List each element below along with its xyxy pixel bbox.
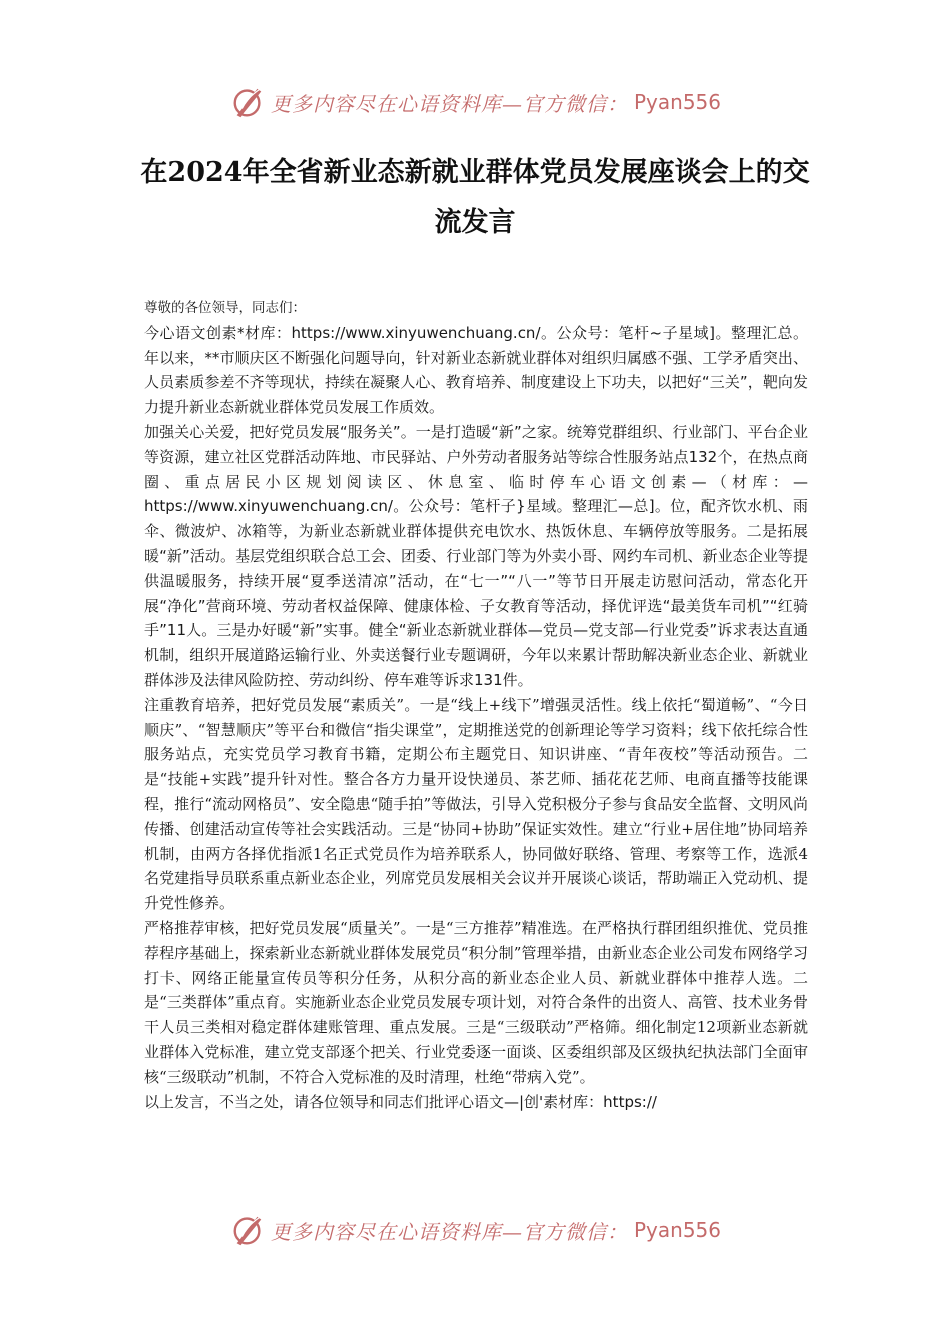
salutation: 尊敬的各位领导，同志们： (144, 300, 306, 316)
header-banner (0, 80, 950, 124)
banner-wechat-id: Pyan556 (633, 1218, 721, 1242)
banner-text: 更多内容尽在心语资料库—官方微信： (270, 1219, 628, 1244)
quill-pen-icon (229, 83, 267, 121)
quill-pen-icon (229, 1211, 267, 1249)
banner-text: 更多内容尽在心语资料库—官方微信： (270, 91, 628, 116)
paragraph-quality-education: 注重教育培养，把好党员发展“素质关”。一是“线上+线下”增强灵活性。线上依托“蜀道畅”、“今日顺庆”、“智慧顺庆”等平台和微信“指尖课堂”，定期推送党的创新理论等学习资料；线下依托综合性服务站点，充实党员学习教育书籍，定期公布主题党日、知识讲座、“青年夜校”等活动预告。二是“技能+实践”提升针对性。整合各方力量开设快递员、茶艺师、插花花艺师、电商直播等技能课程，推行“流动网格员”、安全隐患“随手拍”等做法，引导入党积极分子参与食品安全监督、文明风尚传播、创建活动宣传等社会实践活动。三是“协同+协助”保证实效性。建立“行业+居住地”协同培养机制，由两方各择优指派1名正式党员作为培养联系人，协同做好联络、管理、考察等工作，选派4名党建指导员联系重点新业态企业，列席党员发展相关会议并开展谈心谈话，帮助端正入党动机、提升党性修养。 (144, 695, 808, 913)
paragraph-intro: 今心语文创素*材库：https://www.xinyuwenchuang.cn/。公众号：笔杆~子星域]。整理汇总。年以来，**市顺庆区不断强化问题导向，针对新业态新就业群体对组织归属感不强、工学矛盾突出、人员素质参差不齐等现状，持续在凝聚人心、教育培养、制度建设上下功夫，以把好“三关”，靶向发力提升新业态新就业群体党员发展工作质效。 (144, 323, 808, 417)
banner-wechat-id: Pyan556 (633, 90, 721, 114)
paragraph-closing: 以上发言，不当之处，请各位领导和同志们批评心语文—|创'素材库：https:// (144, 1092, 657, 1111)
paragraph-service: 加强关心关爱，把好党员发展“服务关”。一是打造暖“新”之家。统筹党群组织、行业部门、平台企业等资源，建立社区党群活动阵地、市民驿站、户外劳动者服务站等综合性服务站点132个，在热点商圈、重点居民小区规划阅读区、休息室、临时停车心语文创素—（材库：—https://www.xinyuwenchuang.cn/。公众号：笔杆子}星域。整理汇—总]。位，配齐饮水机、雨伞、微波炉、冰箱等，为新业态新就业群体提供充电饮水、热饭休息、车辆停放等服务。二是拓展暖“新”活动。基层党组织联合总工会、团委、行业部门等为外卖小哥、网约车司机、新业态企业等提供温暖服务，持续开展“夏季送清凉”活动，在“七一”“八一”等节日开展走访慰问活动，常态化开展“净化”营商环境、劳动者权益保障、健康体检、子女教育等活动，择优评选“最美货车司机”“红骑手”11人。三是办好暖“新”实事。健全“新业态新就业群体—党员—党支部—行业党委”诉求表达直通机制，组织开展道路运输行业、外卖送餐行业专题调研，今年以来累计帮助解决新业态企业、新就业群体涉及法律风险防控、劳动纠纷、停车难等诉求131件。 (144, 422, 808, 689)
document-title: 在2024年全省新业态新就业群体党员发展座谈会上的交流发言 (140, 157, 810, 238)
footer-banner (0, 1208, 950, 1252)
paragraph-quality-review: 严格推荐审核，把好党员发展“质量关”。一是“三方推荐”精准选。在严格执行群团组织推优、党员推荐程序基础上，探索新业态新就业群体发展党员“积分制”管理举措，由新业态企业公司发布网络学习打卡、网络正能量宣传员等积分任务，从积分高的新业态企业人员、新就业群体中推荐人选。二是“三类群体”重点育。实施新业态企业党员发展专项计划，对符合条件的出资人、高管、技术业务骨干人员三类相对稳定群体建账管理、重点发展。三是“三级联动”严格筛。细化制定12项新业态新就业群体入党标准，建立党支部逐个把关、行业党委逐一面谈、区委组织部及区级执纪执法部门全面审核“三级联动”机制，不符合入党标准的及时清理，杜绝“带病入党”。 (144, 918, 808, 1086)
document-body (144, 296, 808, 1114)
